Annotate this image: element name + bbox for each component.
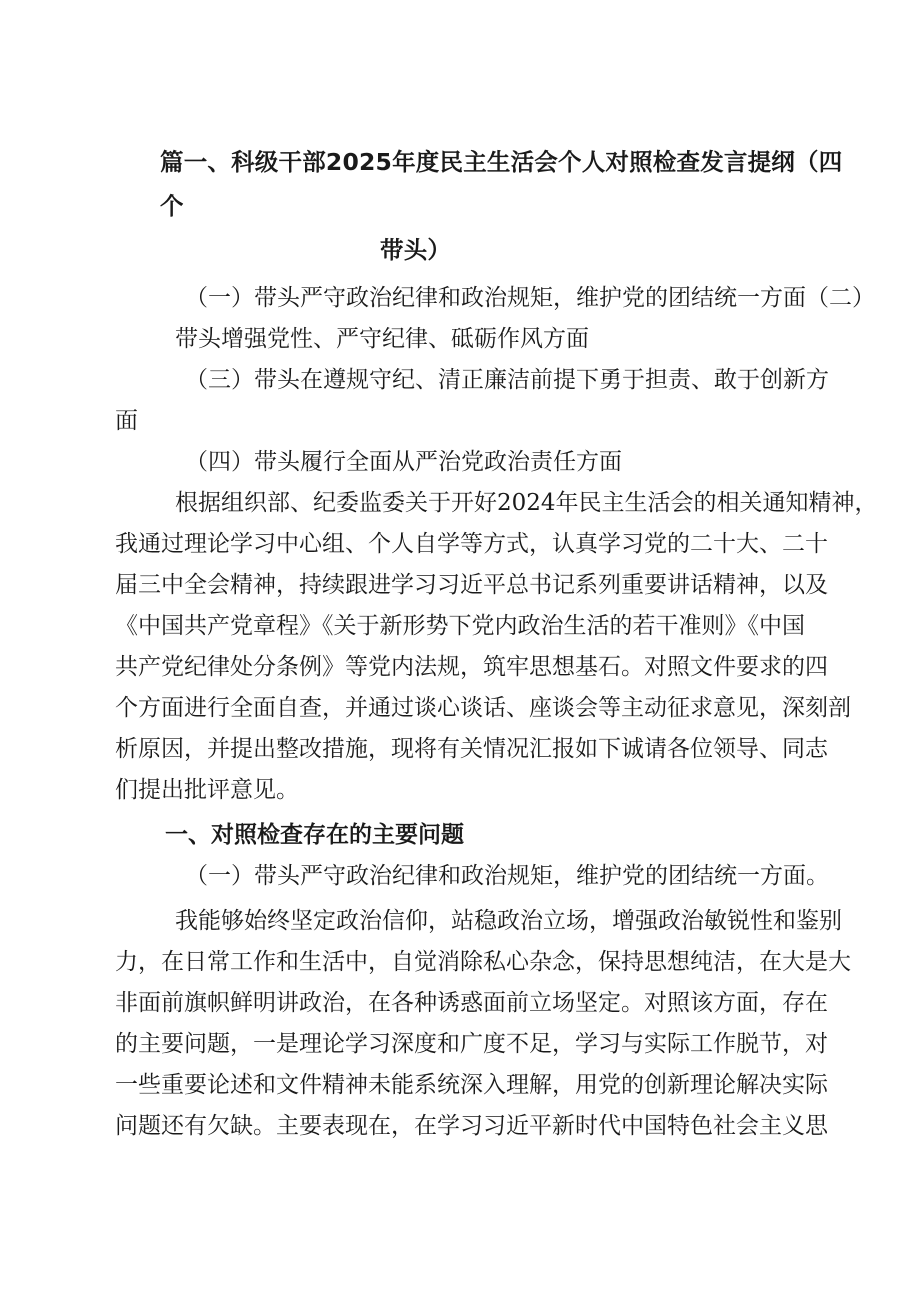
intro-paragraph-line: 我通过理论学习中心组、个人自学等方式，认真学习党的二十大、二十 xyxy=(115,531,828,557)
section-list-item: （三）带头在遵规守纪、清正廉洁前提下勇于担责、敢于创新方 xyxy=(185,367,829,393)
document-title xyxy=(160,140,850,272)
body-paragraph-line: 非面前旗帜鲜明讲政治，在各种诱惑面前立场坚定。对照该方面，存在 xyxy=(115,990,828,1016)
section-heading: 一、对照检查存在的主要问题 xyxy=(165,822,464,848)
intro-paragraph-line: 个方面进行全面自查，并通过谈心谈话、座谈会等主动征求意见，深刻剖 xyxy=(115,695,851,721)
section-list-item: （四）带头履行全面从严治党政治责任方面 xyxy=(185,449,622,475)
title-line-2: 带头） xyxy=(380,236,452,264)
intro-paragraph-line: 析原因，并提出整改措施，现将有关情况汇报如下诚请各位领导、同志 xyxy=(115,736,828,762)
title-line-1: 篇一、科级干部2025年度民主生活会个人对照检查发言提纲（四个 xyxy=(160,148,843,220)
intro-paragraph-line: 《中国共产党章程》《关于新形势下党内政治生活的若干准则》《中国 xyxy=(115,613,805,639)
section-list-item: 面 xyxy=(115,408,138,434)
body-paragraph-line: 一些重要论述和文件精神未能系统深入理解，用党的创新理论解决实际 xyxy=(115,1072,828,1098)
body-paragraph-line: 的主要问题，一是理论学习深度和广度不足，学习与实际工作脱节，对 xyxy=(115,1031,828,1057)
intro-paragraph-line: 届三中全会精神，持续跟进学习习近平总书记系列重要讲话精神，以及 xyxy=(115,572,828,598)
intro-paragraph-line: 共产党纪律处分条例》等党内法规，筑牢思想基石。对照文件要求的四 xyxy=(115,654,828,680)
body-paragraph-line: 我能够始终坚定政治信仰，站稳政治立场，增强政治敏锐性和鉴别 xyxy=(175,908,842,934)
intro-paragraph-line: 们提出批评意见。 xyxy=(115,777,299,803)
document-body xyxy=(115,278,878,1147)
body-paragraph-line: 问题还有欠缺。主要表现在，在学习习近平新时代中国特色社会主义思 xyxy=(115,1113,828,1139)
intro-paragraph-line: 根据组织部、纪委监委关于开好2024年民主生活会的相关通知精神， xyxy=(175,490,878,516)
section-list-item: 带头增强党性、严守纪律、砥砺作风方面 xyxy=(175,326,589,352)
subsection-heading: （一）带头严守政治纪律和政治规矩，维护党的团结统一方面。 xyxy=(185,863,829,889)
body-paragraph-line: 力，在日常工作和生活中，自觉消除私心杂念，保持思想纯洁，在大是大 xyxy=(115,949,851,975)
section-list-item: （一）带头严守政治纪律和政治规矩，维护党的团结统一方面（二） xyxy=(185,285,875,311)
